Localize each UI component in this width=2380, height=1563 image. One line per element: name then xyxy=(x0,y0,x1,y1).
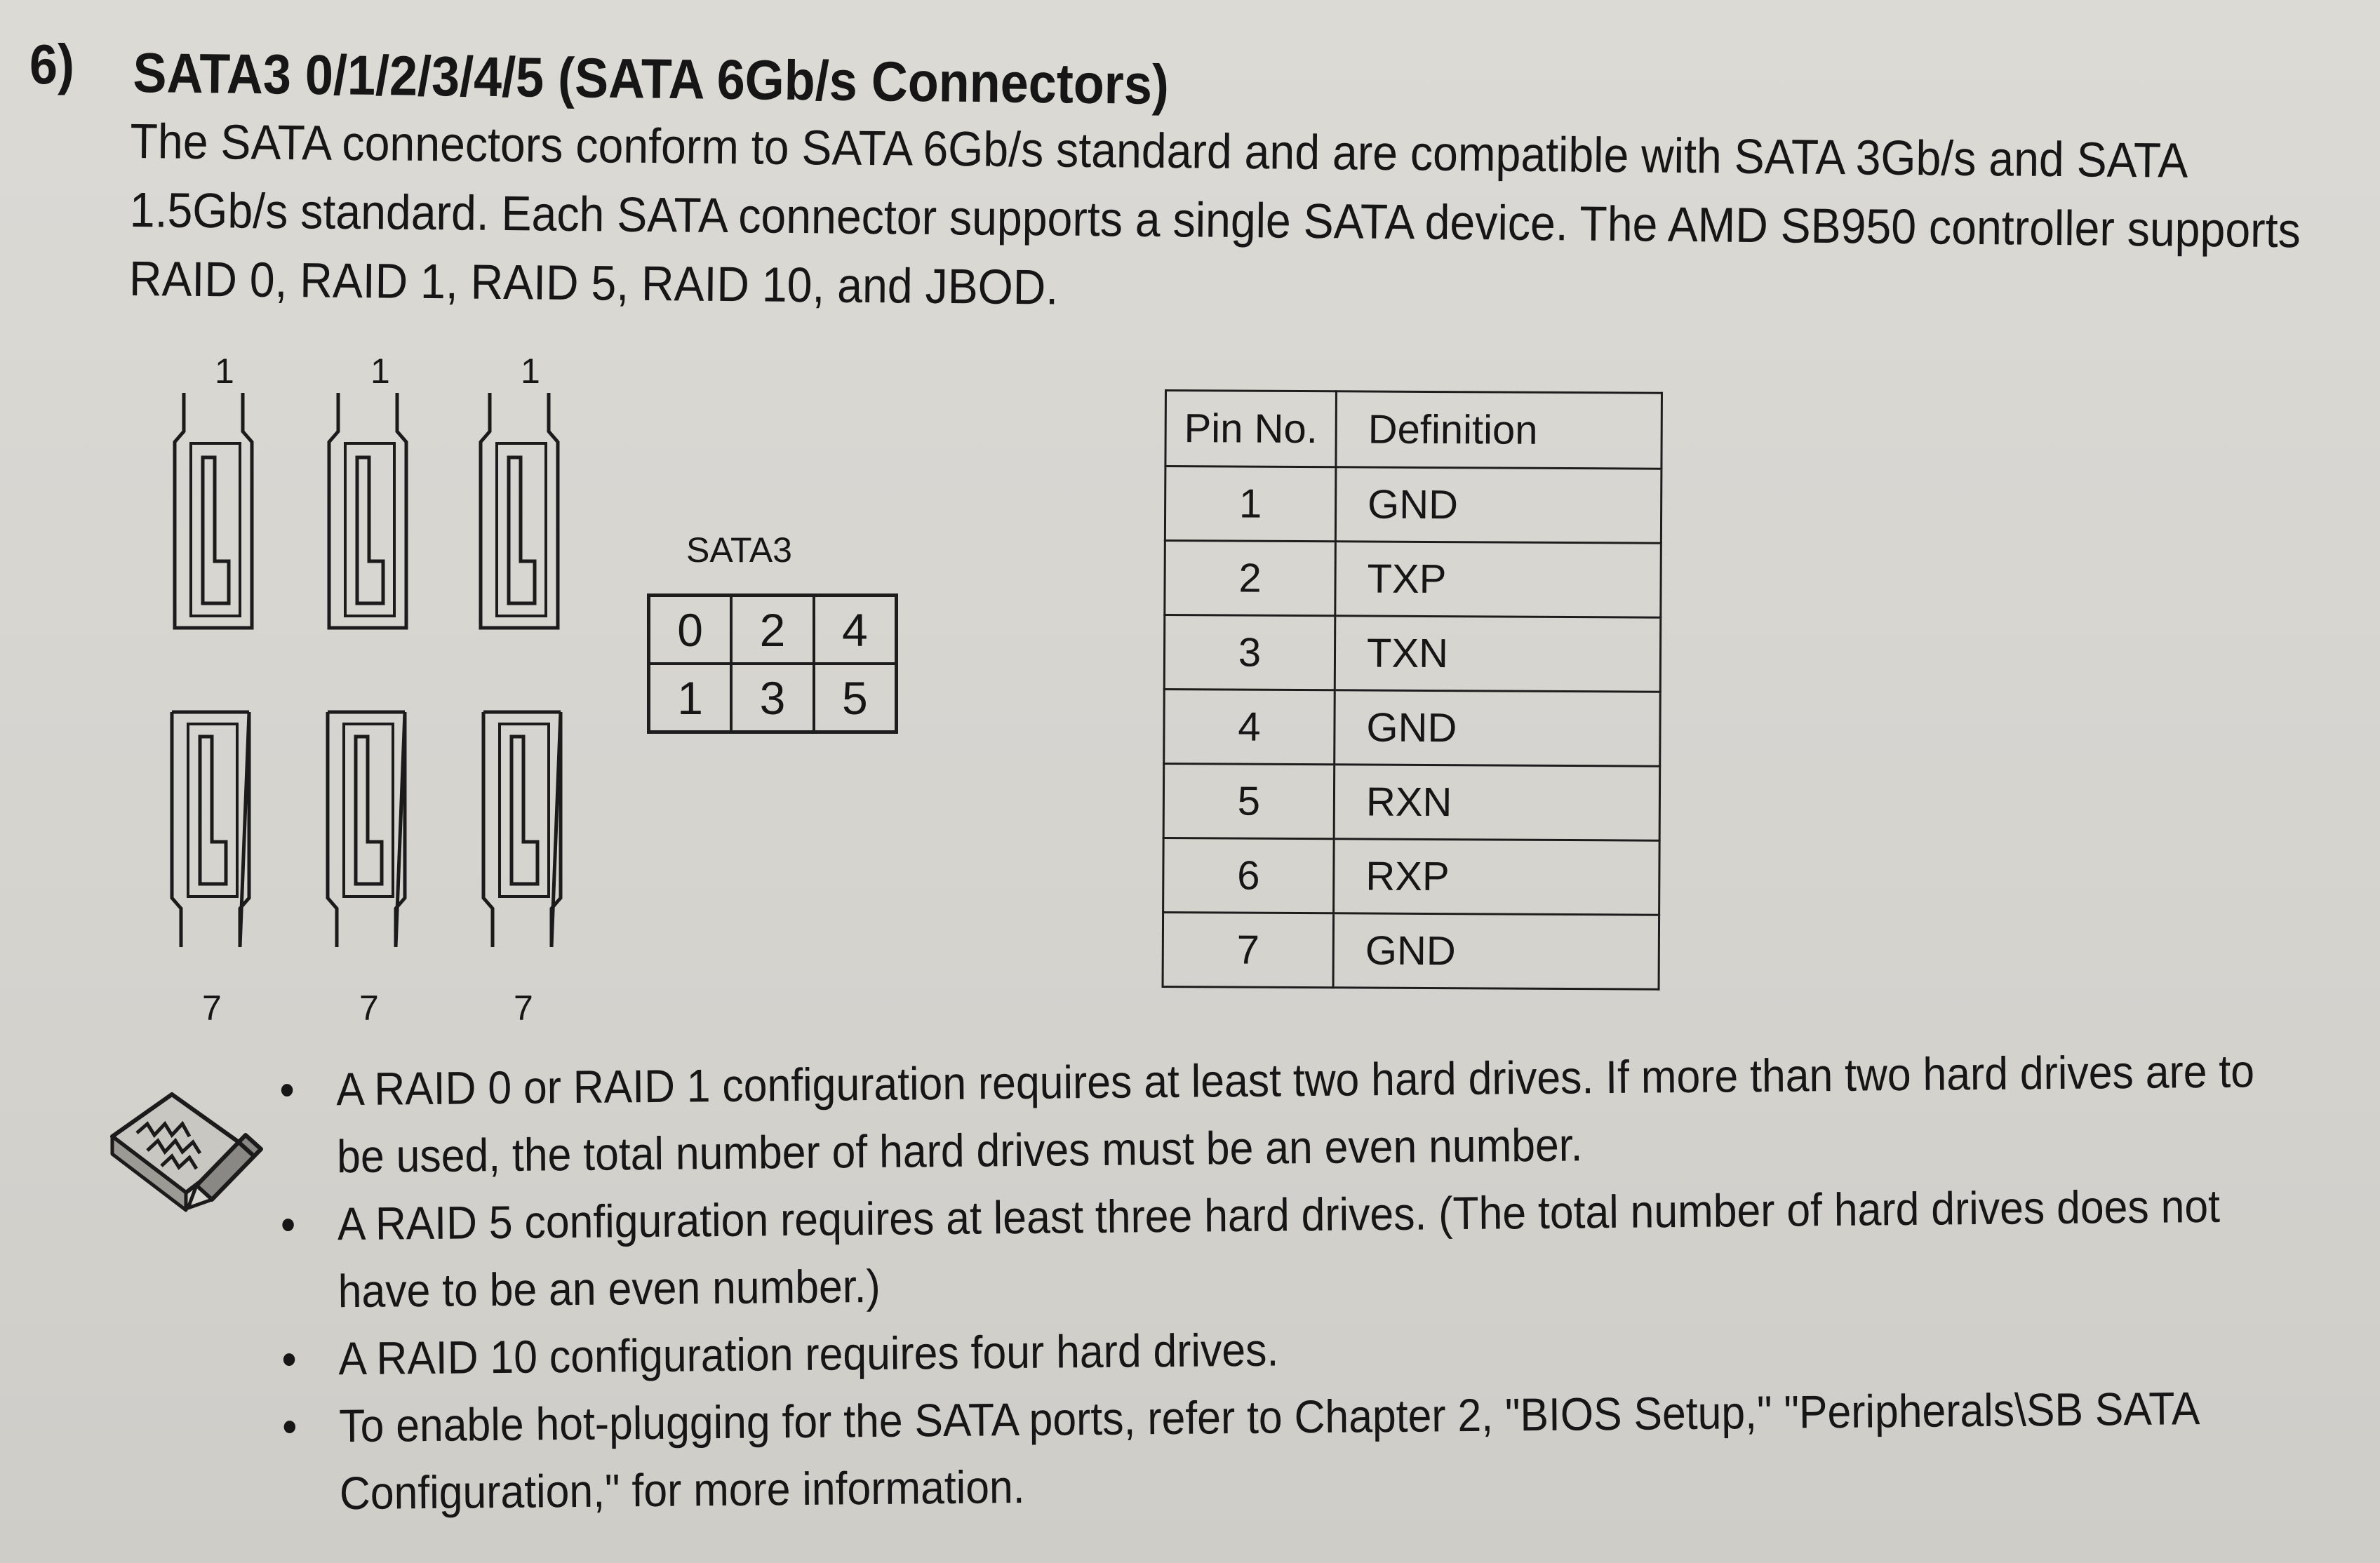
table-row xyxy=(1165,541,1662,618)
pin-definition-table xyxy=(1162,389,1663,991)
pin-number: 1 xyxy=(1165,467,1336,542)
note-text: A RAID 10 configuration requires four hard drives. xyxy=(338,1323,1279,1385)
section-number: 6) xyxy=(29,33,75,95)
sata-connector-drawing xyxy=(480,709,564,947)
bullet: • xyxy=(280,1198,296,1250)
pin-definition: GND xyxy=(1335,690,1661,766)
pin-number: 3 xyxy=(1164,615,1335,690)
sata-connector-drawing xyxy=(326,393,410,631)
pin-7-label: 7 xyxy=(514,988,533,1028)
section-title: SATA3 0/1/2/3/4/5 (SATA 6Gb/s Connectors) xyxy=(133,41,1170,116)
sata-connector-drawing xyxy=(477,393,561,631)
column-header-definition: Definition xyxy=(1336,391,1662,469)
note-text: A RAID 5 configuration requires at least three hard drives. (The total number of hard drives does not xyxy=(337,1179,2221,1250)
pin-7-label: 7 xyxy=(202,988,222,1028)
section-description xyxy=(129,107,2299,333)
sata-port-label: 0 xyxy=(649,596,731,664)
note-text: have to be an even number.) xyxy=(337,1259,881,1317)
sata-port-label: 1 xyxy=(649,664,731,732)
table-row xyxy=(1163,764,1660,841)
column-header-pin: Pin No. xyxy=(1165,391,1337,467)
pin-1-label: 1 xyxy=(521,351,540,391)
table-row xyxy=(1163,912,1659,989)
pin-number: 2 xyxy=(1165,541,1336,616)
description-line: The SATA connectors conform to SATA 6Gb/s standard and are compatible with SATA 3Gb/s and SATA xyxy=(130,113,2188,188)
sata-connector-drawing xyxy=(168,709,253,947)
note-text: Configuration," for more information. xyxy=(339,1460,1025,1520)
sata-port-label: 4 xyxy=(814,596,896,664)
description-line: 1.5Gb/s standard. Each SATA connector supports a single SATA device. The AMD SB950 controller supports xyxy=(129,182,2301,258)
table-row xyxy=(1164,690,1661,767)
sata-port-label: 2 xyxy=(731,596,813,664)
note-text: be used, the total number of hard drives must be an even number. xyxy=(336,1118,1583,1183)
table-row xyxy=(1165,467,1662,544)
sata-port-label: 5 xyxy=(814,664,896,732)
list-item xyxy=(280,1172,2221,1325)
table-header-row xyxy=(1165,391,1662,469)
list-item xyxy=(279,1038,2255,1190)
pin-number: 6 xyxy=(1163,838,1335,913)
sata-port-label: 3 xyxy=(731,664,813,732)
pin-number: 4 xyxy=(1164,690,1335,765)
note-text: To enable hot-plugging for the SATA ports, refer to Chapter 2, "BIOS Setup," "Peripherals\SB SATA xyxy=(338,1382,2200,1452)
pin-definition: TXP xyxy=(1335,542,1662,617)
list-item xyxy=(282,1374,2207,1527)
note-text: A RAID 0 or RAID 1 configuration requires at least two hard drives. If more than two hard drives are to xyxy=(336,1045,2255,1115)
raid-notes-list xyxy=(279,1038,2255,1527)
sata-port-map-title: SATA3 xyxy=(686,530,792,570)
table-row xyxy=(1164,615,1661,692)
bullet: • xyxy=(281,1332,298,1385)
pin-7-label: 7 xyxy=(359,988,379,1028)
description-line: RAID 0, RAID 1, RAID 5, RAID 10, and JBOD. xyxy=(128,250,1059,315)
pin-definition: RXP xyxy=(1334,839,1660,915)
pin-definition: RXN xyxy=(1334,765,1660,840)
table-row xyxy=(1163,838,1660,915)
pin-number: 5 xyxy=(1163,764,1335,839)
pin-definition: GND xyxy=(1335,467,1662,543)
sata-connector-drawing xyxy=(324,709,408,947)
sata-port-map xyxy=(647,593,898,734)
pin-definition: GND xyxy=(1333,913,1659,989)
note-pencil-icon xyxy=(105,1080,267,1221)
pin-1-label: 1 xyxy=(215,351,234,391)
sata-connector-diagram xyxy=(147,351,596,1038)
sata-connector-drawing xyxy=(171,393,255,631)
pin-number: 7 xyxy=(1163,912,1334,987)
pin-1-label: 1 xyxy=(370,351,390,391)
pin-definition: TXN xyxy=(1335,616,1661,692)
bullet: • xyxy=(281,1400,298,1452)
bullet: • xyxy=(279,1063,295,1115)
